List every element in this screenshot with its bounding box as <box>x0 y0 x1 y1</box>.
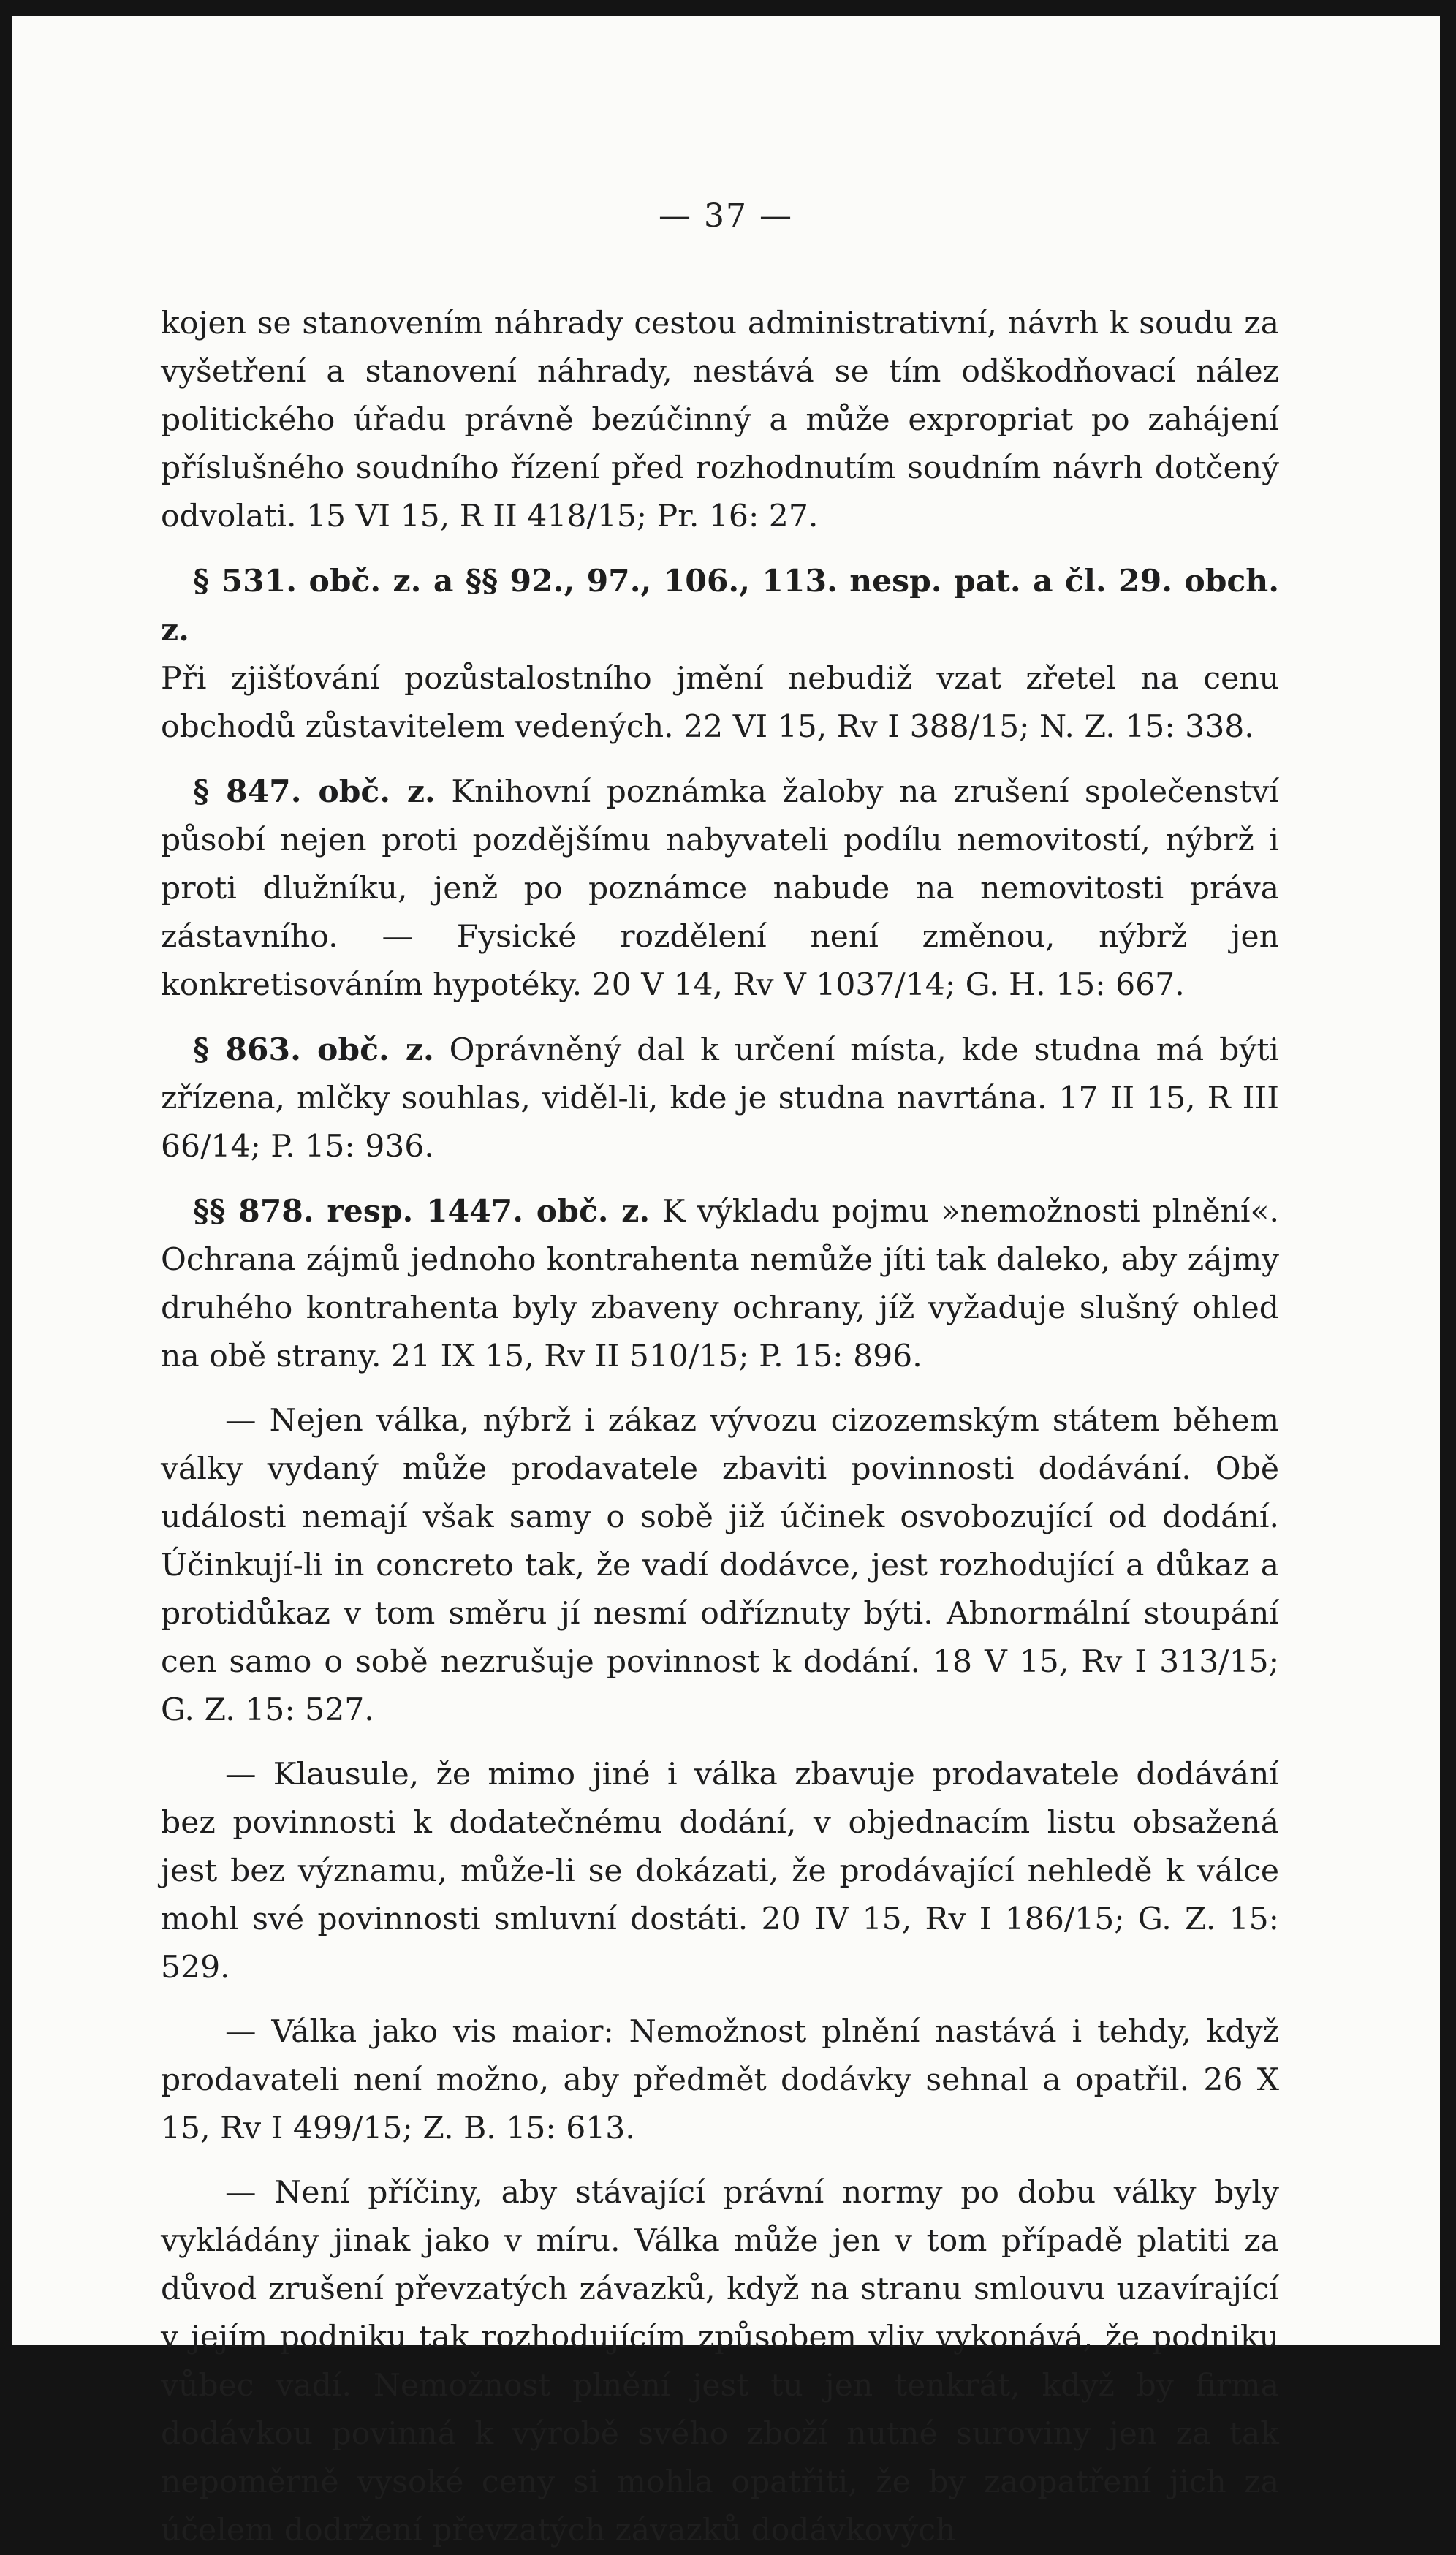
paragraph-text: Oprávněný dal k určení místa, kde studna má býti zřízena, mlčky souhlas, viděl-li, kde je studna navrtána. 17 II 15, R III 66/14; P. 15: 936. <box>161 1032 1280 1165</box>
paragraph-text: Knihovní poznámka žaloby na zrušení společenství působí nejen proti pozdějšímu nabyvateli podílu nemovitostí, nýbrž i proti dlužníku, jenž po poznámce nabude na nemovitosti práva zástavního. — Fysické rozdělení není změnou, nýbrž jen konkretisováním hypotéky. 20 V 14, Rv V 1037/14; G. H. 15: 667. <box>161 774 1279 1003</box>
section-heading: § 847. obč. z. <box>193 773 436 810</box>
section-heading: § 863. obč. z. <box>193 1032 434 1068</box>
paragraph-entry <box>161 1026 1279 1171</box>
paragraph-subentry <box>161 1397 1279 1735</box>
paragraph-subentry <box>161 1751 1279 1992</box>
paragraph-continuation <box>161 300 1279 541</box>
section-heading: § 531. obč. z. a §§ 92., 97., 106., 113. nesp. pat. a čl. 29. obch. z. <box>161 563 1279 648</box>
book-page <box>12 16 1440 2548</box>
paragraph-text: — Není příčiny, aby stávající právní normy po dobu války byly vykládány jinak jako v míru. Válka může jen v tom případě platiti za důvod zrušení převzatých závazků, když na stranu smlouvu uzavírající v jejím podniku tak rozhodujícím způsobem vliv vykonává, že podniku vůbec vadí. Nemožnost plnění jest tu jen tenkrát, když by firma dodávkou povinná k výrobě svého zboží nutné suroviny jen za tak nepoměrně vysoké ceny si mohla opatřiti, že by zaopatření jich za účelem dodržení převzatých závazků dodávkových <box>161 2175 1279 2548</box>
paragraph-subentry <box>161 2008 1279 2153</box>
paragraph-text: — Nejen válka, nýbrž i zákaz vývozu cizozemským státem během války vydaný může prodavatele zbaviti povinnosti dodávání. Obě události nemají však samy o sobě již účinek osvobozující od dodání. Účinkují-li in concreto tak, že vadí dodávce, jest rozhodující a důkaz a protidůkaz v tom směru jí nesmí odříznuty býti. Abnormální stoupání cen samo o sobě nezrušuje povinnost k dodání. 18 V 15, Rv I 313/15; G. Z. 15: 527. <box>161 1403 1279 1728</box>
page-number: — 37 — <box>659 197 793 235</box>
page-text <box>161 300 1279 2555</box>
paragraph-text: K výkladu pojmu »nemožnosti plnění«. Ochrana zájmů jednoho kontrahenta nemůže jíti tak daleko, aby zájmy druhého kontrahenta byly zbaveny ochrany, jíž vyžaduje slušný ohled na obě strany. 21 IX 15, Rv II 510/15; P. 15: 896. <box>161 1194 1279 1374</box>
paragraph-subentry <box>161 2169 1279 2555</box>
paragraph-entry <box>161 557 1279 752</box>
section-heading: §§ 878. resp. 1447. obč. z. <box>193 1193 651 1230</box>
paragraph-entry <box>161 1187 1279 1381</box>
paragraph-text: kojen se stanovením náhrady cestou administrativní, návrh k soudu za vyšetření a stanovení náhrady, nestává se tím odškodňovací nález politického úřadu právně bezúčinný a může expropriat po zahájení příslušného soudního řízení před rozhodnutím soudním návrh dotčený odvolati. 15 VI 15, R II 418/15; Pr. 16: 27. <box>161 306 1279 534</box>
paragraph-text: — Válka jako vis maior: Nemožnost plnění nastává i tehdy, když prodavateli není možno, aby předmět dodávky sehnal a opatřil. 26 X 15, Rv I 499/15; Z. B. 15: 613. <box>161 2014 1279 2146</box>
paragraph-text: Při zjišťování pozůstalostního jmění nebudiž vzat zřetel na cenu obchodů zůstavitelem vedených. 22 VI 15, Rv I 388/15; N. Z. 15: 338. <box>161 661 1279 745</box>
paragraph-entry <box>161 768 1279 1010</box>
paragraph-text: — Klausule, že mimo jiné i válka zbavuje prodavatele dodávání bez povinnosti k dodatečnému dodání, v objednacím listu obsažená jest bez významu, může-li se dokázati, že prodávající nehledě k válce mohl své povinnosti smluvní dostáti. 20 IV 15, Rv I 186/15; G. Z. 15: 529. <box>161 1757 1279 1986</box>
